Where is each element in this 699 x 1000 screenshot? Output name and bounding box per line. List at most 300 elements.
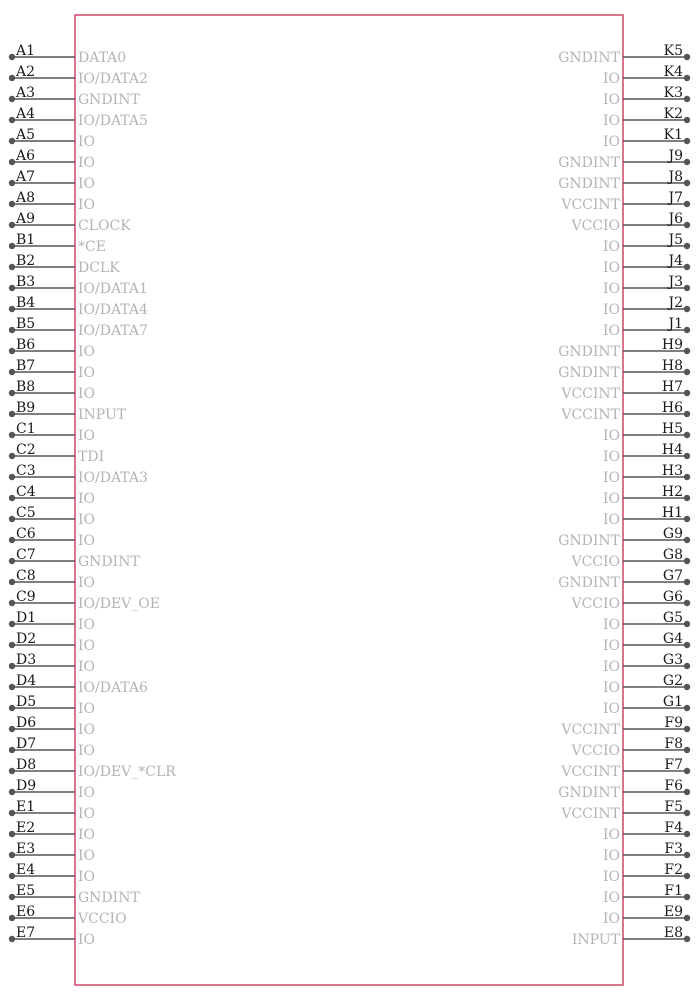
pin-f6: [558, 778, 690, 801]
pin-number: C3: [16, 463, 36, 479]
pin-end-dot: [9, 873, 15, 879]
pin-e7: [9, 925, 95, 948]
pin-name: IO/DATA2: [78, 71, 148, 87]
pin-number: H8: [661, 358, 683, 374]
pin-name: IO/DEV_*CLR: [78, 764, 176, 780]
pin-name: GNDINT: [558, 785, 620, 801]
pin-j4: [603, 253, 690, 276]
pin-number: E1: [16, 799, 36, 815]
pin-end-dot: [9, 621, 15, 627]
pin-end-dot: [9, 390, 15, 396]
pin-b3: [9, 274, 148, 297]
pin-end-dot: [9, 558, 15, 564]
pin-end-dot: [684, 684, 690, 690]
pin-number: G9: [662, 526, 683, 542]
pin-j9: [558, 148, 690, 171]
pin-end-dot: [9, 180, 15, 186]
pin-number: H3: [661, 463, 683, 479]
pin-f4: [603, 820, 690, 843]
pin-name: IO: [78, 533, 96, 549]
pin-number: A3: [16, 85, 36, 101]
pin-name: IO: [602, 827, 620, 843]
pin-name: VCCIO: [571, 218, 620, 234]
pin-name: GNDINT: [558, 575, 620, 591]
pin-end-dot: [684, 411, 690, 417]
pin-h9: [558, 337, 690, 360]
pin-end-dot: [9, 810, 15, 816]
pin-name: IO: [78, 932, 96, 948]
pin-end-dot: [684, 222, 690, 228]
pin-k3: [603, 85, 690, 108]
pin-number: E9: [663, 904, 683, 920]
pin-number: G5: [662, 610, 683, 626]
pin-end-dot: [9, 369, 15, 375]
pin-end-dot: [9, 54, 15, 60]
pin-name: IO: [78, 491, 96, 507]
pin-number: C8: [16, 568, 36, 584]
pin-name: GNDINT: [558, 344, 620, 360]
pin-end-dot: [684, 663, 690, 669]
pin-number: D3: [16, 652, 37, 668]
pin-a1: [9, 43, 126, 66]
pin-f8: [570, 736, 690, 759]
pin-number: K5: [663, 43, 683, 59]
pin-end-dot: [684, 495, 690, 501]
pin-e3: [9, 841, 95, 864]
pin-name: IO: [78, 575, 96, 591]
pin-end-dot: [9, 852, 15, 858]
pin-name: VCCIO: [571, 554, 620, 570]
pin-end-dot: [684, 579, 690, 585]
pin-g3: [603, 652, 690, 675]
pin-number: H6: [661, 400, 683, 416]
pin-name: IO: [78, 365, 96, 381]
pin-f9: [560, 715, 690, 738]
pin-j1: [603, 316, 690, 339]
pin-k4: [603, 64, 690, 87]
pin-c1: [9, 421, 95, 444]
pin-name: IO: [78, 848, 96, 864]
pin-end-dot: [684, 138, 690, 144]
pin-end-dot: [9, 474, 15, 480]
pin-name: IO: [78, 155, 96, 171]
pin-number: G6: [662, 589, 683, 605]
pin-k2: [603, 106, 690, 129]
pin-end-dot: [684, 621, 690, 627]
pin-number: K2: [663, 106, 683, 122]
pin-number: J7: [668, 190, 683, 206]
pin-b1: [9, 232, 106, 255]
pin-end-dot: [684, 117, 690, 123]
pin-number: G7: [662, 568, 683, 584]
pin-b2: [9, 253, 120, 276]
pin-name: VCCIO: [571, 596, 620, 612]
pin-f5: [560, 799, 690, 822]
pin-name: VCCINT: [561, 806, 620, 822]
pin-end-dot: [9, 600, 15, 606]
pin-name: INPUT: [571, 932, 620, 948]
pin-end-dot: [684, 600, 690, 606]
pin-number: J2: [668, 295, 683, 311]
pin-name: IO: [78, 827, 96, 843]
pin-name: IO: [602, 512, 620, 528]
pin-name: IO: [78, 617, 96, 633]
pin-number: F2: [664, 862, 683, 878]
pin-end-dot: [684, 894, 690, 900]
pin-name: IO: [78, 197, 96, 213]
pin-number: H7: [661, 379, 683, 395]
pin-j8: [558, 169, 690, 192]
pin-j2: [603, 295, 690, 318]
pin-name: VCCIO: [78, 911, 127, 927]
pin-h8: [558, 358, 690, 381]
pin-end-dot: [684, 936, 690, 942]
pin-c8: [9, 568, 95, 591]
pin-end-dot: [684, 747, 690, 753]
pin-end-dot: [9, 789, 15, 795]
pin-end-dot: [9, 684, 15, 690]
pin-name: IO: [78, 785, 96, 801]
pin-end-dot: [9, 768, 15, 774]
pin-end-dot: [684, 264, 690, 270]
pin-name: IO: [602, 302, 620, 318]
pin-number: H1: [661, 505, 683, 521]
pin-number: F1: [664, 883, 683, 899]
pin-b8: [9, 379, 95, 402]
pin-j6: [570, 211, 690, 234]
pin-number: A8: [16, 190, 36, 206]
pin-number: G8: [662, 547, 683, 563]
pin-name: GNDINT: [78, 92, 140, 108]
pin-number: H5: [661, 421, 683, 437]
pin-number: C4: [16, 484, 36, 500]
pin-name: IO: [78, 743, 96, 759]
pin-number: G3: [662, 652, 683, 668]
pin-end-dot: [684, 285, 690, 291]
pin-number: J1: [668, 316, 683, 332]
pin-number: D1: [16, 610, 37, 626]
pin-h6: [560, 400, 690, 423]
pin-number: F6: [664, 778, 683, 794]
pin-e1: [9, 799, 95, 822]
pin-end-dot: [9, 75, 15, 81]
pin-name: IO: [602, 92, 620, 108]
pin-end-dot: [9, 705, 15, 711]
pin-end-dot: [9, 432, 15, 438]
pin-a5: [9, 127, 95, 150]
pin-name: IO: [602, 659, 620, 675]
pin-end-dot: [684, 642, 690, 648]
pin-number: B3: [16, 274, 36, 290]
pin-f3: [603, 841, 690, 864]
pin-h7: [560, 379, 690, 402]
pin-j3: [603, 274, 690, 297]
pin-number: D7: [16, 736, 37, 752]
pin-name: IO: [78, 869, 96, 885]
pin-e4: [9, 862, 95, 885]
pin-name: VCCINT: [561, 722, 620, 738]
pin-name: IO/DATA3: [78, 470, 148, 486]
pin-number: A4: [16, 106, 36, 122]
pin-j7: [560, 190, 690, 213]
pin-f2: [603, 862, 690, 885]
pin-number: E6: [16, 904, 36, 920]
pin-f7: [560, 757, 690, 780]
pin-number: C6: [16, 526, 36, 542]
pin-end-dot: [9, 96, 15, 102]
pin-number: B1: [16, 232, 36, 248]
pin-e8: [572, 925, 690, 948]
pin-name: IO: [602, 848, 620, 864]
pin-end-dot: [9, 537, 15, 543]
pin-a8: [9, 190, 95, 213]
pin-g4: [603, 631, 690, 654]
pin-a7: [9, 169, 95, 192]
pin-b5: [9, 316, 148, 339]
pin-d2: [9, 631, 95, 654]
pin-number: B9: [16, 400, 36, 416]
pin-f1: [603, 883, 690, 906]
pin-end-dot: [9, 222, 15, 228]
pin-number: A1: [16, 43, 36, 59]
left-pin-group: [9, 43, 176, 948]
pin-name: IO: [602, 260, 620, 276]
pin-name: IO: [78, 722, 96, 738]
pin-name: IO: [78, 638, 96, 654]
pin-a6: [9, 148, 95, 171]
pin-end-dot: [684, 201, 690, 207]
pin-name: IO: [602, 491, 620, 507]
pin-g6: [570, 589, 690, 612]
pin-end-dot: [684, 558, 690, 564]
pin-name: GNDINT: [558, 365, 620, 381]
pin-d6: [9, 715, 95, 738]
pin-number: B5: [16, 316, 36, 332]
pin-end-dot: [684, 390, 690, 396]
pin-c2: [9, 442, 104, 465]
pin-number: E8: [663, 925, 683, 941]
pin-end-dot: [684, 915, 690, 921]
pin-number: E2: [16, 820, 36, 836]
pin-end-dot: [684, 96, 690, 102]
pin-number: G4: [662, 631, 683, 647]
pin-end-dot: [9, 117, 15, 123]
pin-number: J3: [668, 274, 683, 290]
pin-name: IO: [602, 134, 620, 150]
pin-name: IO: [602, 638, 620, 654]
pin-number: C2: [16, 442, 36, 458]
pin-number: F7: [664, 757, 683, 773]
pin-number: A2: [16, 64, 36, 80]
pin-b4: [9, 295, 148, 318]
pin-end-dot: [9, 159, 15, 165]
pin-end-dot: [9, 894, 15, 900]
pin-name: IO: [78, 659, 96, 675]
pin-end-dot: [9, 201, 15, 207]
pin-number: D6: [16, 715, 37, 731]
pin-end-dot: [684, 75, 690, 81]
pin-name: IO: [78, 701, 96, 717]
pin-number: F5: [664, 799, 683, 815]
pin-name: IO: [78, 344, 96, 360]
pin-end-dot: [9, 516, 15, 522]
pin-number: C7: [16, 547, 36, 563]
pin-end-dot: [684, 348, 690, 354]
pin-end-dot: [684, 873, 690, 879]
pin-name: VCCINT: [561, 764, 620, 780]
pin-number: K1: [663, 127, 683, 143]
pin-h4: [603, 442, 690, 465]
pin-c9: [9, 589, 160, 612]
pin-name: IO: [602, 239, 620, 255]
pin-end-dot: [9, 453, 15, 459]
pin-name: IO: [78, 176, 96, 192]
pin-number: D9: [16, 778, 37, 794]
pin-a2: [9, 64, 148, 87]
pin-end-dot: [684, 369, 690, 375]
pin-number: J6: [668, 211, 683, 227]
pin-end-dot: [9, 579, 15, 585]
pin-g8: [570, 547, 690, 570]
pin-end-dot: [9, 747, 15, 753]
pin-name: TDI: [78, 449, 105, 465]
pin-number: A9: [16, 211, 36, 227]
pin-d9: [9, 778, 95, 801]
pin-number: B7: [16, 358, 36, 374]
pin-end-dot: [684, 705, 690, 711]
pin-name: GNDINT: [558, 155, 620, 171]
pin-k1: [603, 127, 690, 150]
pin-name: GNDINT: [78, 890, 140, 906]
pin-g7: [558, 568, 690, 591]
pin-end-dot: [9, 327, 15, 333]
pin-number: A7: [16, 169, 36, 185]
pin-end-dot: [9, 726, 15, 732]
pin-end-dot: [684, 831, 690, 837]
pin-name: IO/DATA7: [78, 323, 148, 339]
pin-name: *CE: [78, 239, 106, 255]
pin-number: E7: [16, 925, 36, 941]
pin-number: B8: [16, 379, 36, 395]
pin-c4: [9, 484, 95, 507]
pin-name: IO: [602, 911, 620, 927]
pin-number: H9: [661, 337, 683, 353]
pin-end-dot: [684, 810, 690, 816]
pin-end-dot: [9, 285, 15, 291]
pin-number: J4: [668, 253, 683, 269]
pin-e6: [9, 904, 127, 927]
pin-name: VCCINT: [561, 197, 620, 213]
pin-number: F3: [664, 841, 683, 857]
pin-name: IO: [78, 428, 96, 444]
pin-d5: [9, 694, 95, 717]
pin-d7: [9, 736, 95, 759]
pin-name: GNDINT: [558, 50, 620, 66]
pin-name: IO/DATA1: [78, 281, 148, 297]
pin-end-dot: [684, 180, 690, 186]
pin-name: IO/DATA6: [78, 680, 148, 696]
right-pin-group: [558, 43, 690, 948]
pin-d8: [9, 757, 176, 780]
pin-end-dot: [684, 327, 690, 333]
pin-j5: [603, 232, 690, 255]
pin-number: K3: [663, 85, 683, 101]
pin-name: IO: [602, 470, 620, 486]
pin-number: J9: [668, 148, 683, 164]
pin-name: IO: [602, 113, 620, 129]
pin-name: IO: [78, 386, 96, 402]
pin-end-dot: [684, 159, 690, 165]
pin-number: A5: [16, 127, 36, 143]
pin-c5: [9, 505, 95, 528]
pin-number: C5: [16, 505, 36, 521]
pin-end-dot: [684, 306, 690, 312]
pin-end-dot: [9, 138, 15, 144]
pin-name: IO: [602, 323, 620, 339]
pin-name: DATA0: [78, 50, 127, 66]
pin-end-dot: [9, 831, 15, 837]
pin-end-dot: [684, 516, 690, 522]
pin-name: IO/DEV_OE: [78, 596, 160, 612]
pin-g1: [603, 694, 690, 717]
pin-c6: [9, 526, 95, 549]
pin-number: C9: [16, 589, 36, 605]
pin-end-dot: [9, 243, 15, 249]
pin-name: VCCINT: [561, 407, 620, 423]
pin-b7: [9, 358, 95, 381]
pin-end-dot: [684, 432, 690, 438]
pin-number: C1: [16, 421, 36, 437]
pin-number: H2: [661, 484, 683, 500]
pin-name: GNDINT: [558, 176, 620, 192]
pin-name: VCCINT: [561, 386, 620, 402]
pin-number: J5: [668, 232, 683, 248]
pin-name: DCLK: [78, 260, 120, 276]
pin-end-dot: [9, 642, 15, 648]
pin-h2: [603, 484, 690, 507]
pin-number: E3: [16, 841, 36, 857]
pin-number: G1: [662, 694, 683, 710]
pin-a4: [9, 106, 148, 129]
pin-end-dot: [9, 348, 15, 354]
pin-number: D5: [16, 694, 37, 710]
pin-end-dot: [9, 495, 15, 501]
pin-h1: [603, 505, 690, 528]
pin-d4: [9, 673, 148, 696]
pin-end-dot: [9, 663, 15, 669]
pin-name: IO: [602, 701, 620, 717]
pin-end-dot: [9, 936, 15, 942]
pin-name: IO/DATA4: [78, 302, 148, 318]
pin-k5: [558, 43, 690, 66]
pin-g9: [558, 526, 690, 549]
pin-number: J8: [668, 169, 683, 185]
pin-number: K4: [663, 64, 683, 80]
pin-end-dot: [9, 264, 15, 270]
pin-end-dot: [9, 306, 15, 312]
pin-e9: [603, 904, 690, 927]
pin-end-dot: [684, 537, 690, 543]
pin-name: IO: [78, 512, 96, 528]
pin-number: F8: [664, 736, 683, 752]
pin-b6: [9, 337, 95, 360]
pin-end-dot: [684, 726, 690, 732]
pin-h5: [603, 421, 690, 444]
pin-number: D4: [16, 673, 37, 689]
pin-name: IO: [78, 134, 96, 150]
pin-number: B6: [16, 337, 36, 353]
pin-name: INPUT: [78, 407, 127, 423]
